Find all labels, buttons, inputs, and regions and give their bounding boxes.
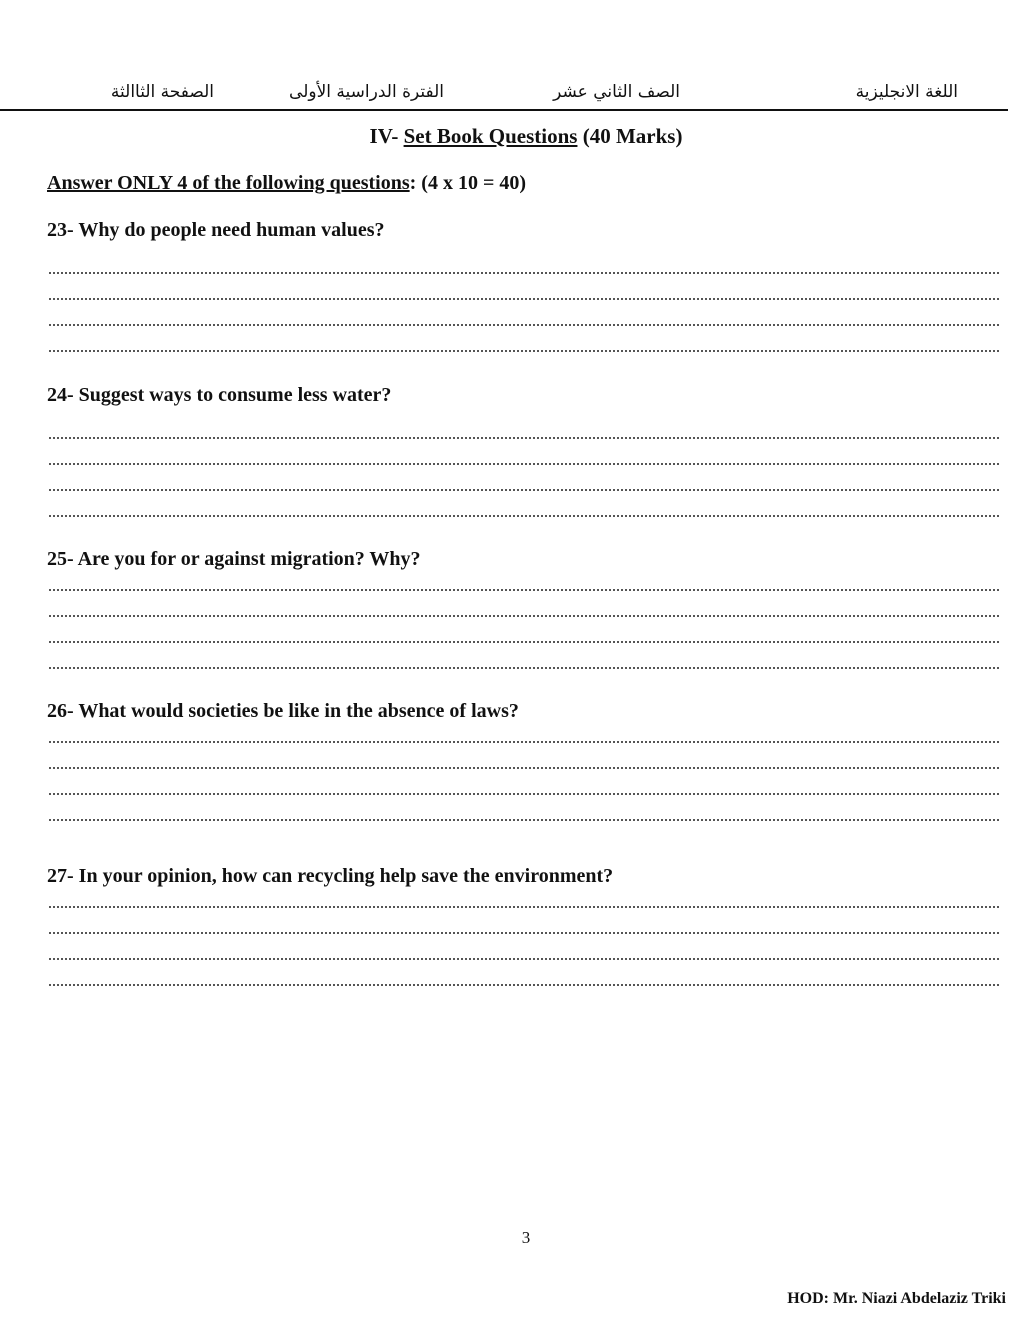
instruction <box>47 172 526 195</box>
question-27 <box>47 865 613 888</box>
question-26 <box>47 700 519 723</box>
question-24 <box>47 384 391 407</box>
answer-line[interactable] <box>49 463 999 465</box>
question-number: 27- <box>47 865 74 887</box>
answer-line[interactable] <box>49 298 999 300</box>
answer-line[interactable] <box>49 667 999 669</box>
answer-line[interactable] <box>49 272 999 274</box>
question-number: 26- <box>47 700 74 722</box>
question-23 <box>47 219 384 242</box>
answer-line[interactable] <box>49 641 999 643</box>
question-text: What would societies be like in the absence of laws? <box>78 700 519 722</box>
question-text: Why do people need human values? <box>78 219 385 241</box>
answer-line[interactable] <box>49 984 999 986</box>
header-page: الصفحة الثاالثة <box>110 82 214 102</box>
answer-line[interactable] <box>49 906 999 908</box>
question-text: Are you for or against migration? Why? <box>77 548 421 570</box>
answer-line[interactable] <box>49 589 999 591</box>
header-divider <box>0 109 1008 111</box>
answer-line[interactable] <box>49 489 999 491</box>
question-25 <box>47 548 421 571</box>
section-title <box>0 124 1020 149</box>
header-subject: اللغة الانجليزية <box>855 82 958 102</box>
section-marks: (40 Marks) <box>582 124 683 148</box>
footer-hod: HOD: Mr. Niazi Abdelaziz Triki <box>787 1290 1006 1307</box>
question-number: 25- <box>47 548 74 570</box>
question-number: 23- <box>47 219 74 241</box>
answer-line[interactable] <box>49 350 999 352</box>
section-prefix: IV- <box>369 124 399 148</box>
answer-line[interactable] <box>49 515 999 517</box>
header-term: الفترة الدراسية الأولى <box>289 82 444 102</box>
answer-line[interactable] <box>49 615 999 617</box>
question-text: In your opinion, how can recycling help save the environment? <box>78 865 614 887</box>
instruction-text: Answer ONLY 4 of the following questions <box>47 172 410 194</box>
header-grade: الصف الثاني عشر <box>553 82 680 102</box>
answer-line[interactable] <box>49 932 999 934</box>
answer-line[interactable] <box>49 767 999 769</box>
answer-line[interactable] <box>49 741 999 743</box>
answer-line[interactable] <box>49 958 999 960</box>
question-number: 24- <box>47 384 74 406</box>
answer-line[interactable] <box>49 437 999 439</box>
page-number: 3 <box>521 1228 531 1247</box>
answer-line[interactable] <box>49 324 999 326</box>
section-name: Set Book Questions <box>403 124 578 148</box>
answer-line[interactable] <box>49 793 999 795</box>
answer-line[interactable] <box>49 819 999 821</box>
page-header <box>0 82 1020 108</box>
question-text: Suggest ways to consume less water? <box>78 384 392 406</box>
instruction-formula: : (4 x 10 = 40) <box>409 172 527 194</box>
